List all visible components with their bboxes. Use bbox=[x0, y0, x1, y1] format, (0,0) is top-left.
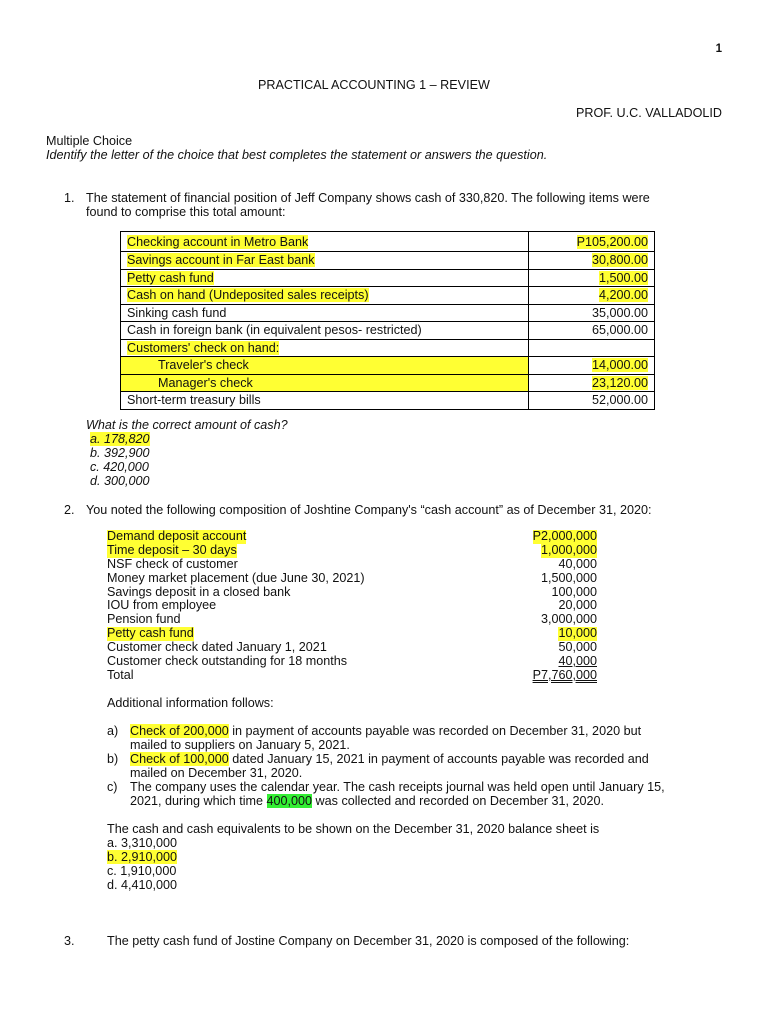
q2-item-a-line1: Check of 200,000 in payment of accounts payable was recorded on December 31, 2020 but bbox=[130, 724, 642, 738]
q2-item-b-line2: mailed on December 31, 2020. bbox=[130, 766, 303, 780]
q2-item-a-line2: mailed to suppliers on January 5, 2021. bbox=[130, 738, 350, 752]
cash-item-amount: 23,120.00 bbox=[591, 375, 648, 390]
cash-item-label: Petty cash fund bbox=[127, 270, 214, 285]
q2-item-b-line1: Check of 100,000 dated January 15, 2021 in payment of accounts payable was recorded and bbox=[130, 752, 649, 766]
table-row bbox=[121, 269, 655, 287]
cash-item-label: Sinking cash fund bbox=[127, 305, 227, 320]
page-number: 1 bbox=[715, 43, 722, 55]
table-row bbox=[121, 392, 655, 410]
table-row bbox=[121, 322, 655, 340]
page-title: PRACTICAL ACCOUNTING 1 – REVIEW bbox=[258, 78, 490, 92]
q3-text: The petty cash fund of Jostine Company on December 31, 2020 is composed of the following: bbox=[107, 934, 630, 948]
instructions-heading: Multiple Choice bbox=[46, 134, 133, 148]
cash-item-label: Savings account in Far East bank bbox=[127, 253, 315, 268]
professor-name: PROF. U.C. VALLADOLID bbox=[575, 106, 722, 120]
list-item: Customer check dated January 1, 2021 50,000 bbox=[107, 640, 597, 655]
q1-text-line1: The statement of financial position of Jeff Company shows cash of 330,820. The following items were bbox=[86, 191, 650, 205]
instructions-text: Identify the letter of the choice that best completes the statement or answers the question. bbox=[46, 148, 548, 162]
table-row bbox=[121, 357, 655, 375]
list-item: NSF check of customer 40,000 bbox=[107, 556, 597, 571]
q2-cash-list bbox=[107, 530, 597, 683]
q1-choice-a: a. 178,820 bbox=[90, 432, 150, 446]
q1-choice-d: d. 300,000 bbox=[90, 474, 150, 488]
q2-intro: You noted the following composition of Joshtine Company's “cash account” as of December 31, 2020: bbox=[86, 503, 652, 517]
q2-item-c-line2: 2021, during which time 400,000 was collected and recorded on December 31, 2020. bbox=[130, 794, 604, 808]
q2-item-a-label: a) bbox=[107, 724, 119, 738]
list-item: Time deposit – 30 days 1,000,000 bbox=[107, 542, 597, 557]
cash-item-label: Traveler's check bbox=[158, 358, 249, 373]
table-row bbox=[121, 374, 655, 392]
list-item-total: Total P7,760,000 bbox=[107, 667, 597, 682]
q2-choice-b: b. 2,910,000 bbox=[107, 850, 178, 864]
list-item: Customer check outstanding for 18 months 40,000 bbox=[107, 654, 597, 669]
q2-item-b-label: b) bbox=[107, 752, 119, 766]
q2-additional-heading: Additional information follows: bbox=[107, 696, 274, 710]
table-row bbox=[121, 339, 655, 357]
cash-item-label: Manager's check bbox=[158, 375, 253, 390]
cash-item-label: Cash in foreign bank (in equivalent pesos- restricted) bbox=[127, 323, 422, 338]
cash-item-amount: 1,500.00 bbox=[598, 270, 648, 285]
list-item: IOU from employee 20,000 bbox=[107, 598, 597, 613]
q1-cash-table bbox=[120, 231, 655, 410]
cash-item-amount: 4,200.00 bbox=[598, 288, 648, 303]
table-row bbox=[121, 252, 655, 270]
list-item: Demand deposit account P2,000,000 bbox=[107, 529, 597, 543]
list-item: Money market placement (due June 30, 2021) 1,500,000 bbox=[107, 570, 597, 585]
list-item: Pension fund 3,000,000 bbox=[107, 612, 597, 627]
cash-item-amount: P105,200.00 bbox=[576, 234, 648, 249]
q3-number: 3. bbox=[64, 934, 75, 948]
cash-item-amount: 52,000.00 bbox=[591, 393, 648, 408]
cash-item-amount: 14,000.00 bbox=[591, 358, 648, 373]
cash-item-label: Short-term treasury bills bbox=[127, 393, 261, 408]
list-item: Savings deposit in a closed bank 100,000 bbox=[107, 584, 597, 599]
cash-item-label: Customers' check on hand: bbox=[127, 340, 280, 355]
q1-choice-c: c. 420,000 bbox=[90, 460, 149, 474]
q1-text-line2: found to comprise this total amount: bbox=[86, 205, 286, 219]
q2-question: The cash and cash equivalents to be shown on the December 31, 2020 balance sheet is bbox=[107, 822, 600, 836]
q2-item-c-label: c) bbox=[107, 780, 118, 794]
q2-choice-a: a. 3,310,000 bbox=[107, 836, 178, 850]
cash-item-label: Checking account in Metro Bank bbox=[127, 234, 309, 249]
table-row bbox=[121, 287, 655, 305]
q1-number: 1. bbox=[64, 191, 75, 205]
q2-choice-c: c. 1,910,000 bbox=[107, 864, 177, 878]
q2-choice-d: d. 4,410,000 bbox=[107, 878, 178, 892]
q2-number: 2. bbox=[64, 503, 75, 517]
cash-item-amount: 65,000.00 bbox=[591, 323, 648, 338]
list-item: Petty cash fund 10,000 bbox=[107, 626, 597, 641]
q1-choice-b: b. 392,900 bbox=[90, 446, 150, 460]
table-row bbox=[121, 232, 655, 252]
cash-item-label: Cash on hand (Undeposited sales receipts) bbox=[127, 288, 369, 303]
q1-question: What is the correct amount of cash? bbox=[86, 418, 288, 432]
cash-item-amount: 35,000.00 bbox=[591, 305, 648, 320]
q2-item-c-line1: The company uses the calendar year. The cash receipts journal was held open until January 15, bbox=[130, 780, 665, 794]
table-row bbox=[121, 304, 655, 322]
cash-item-amount: 30,800.00 bbox=[591, 253, 648, 268]
